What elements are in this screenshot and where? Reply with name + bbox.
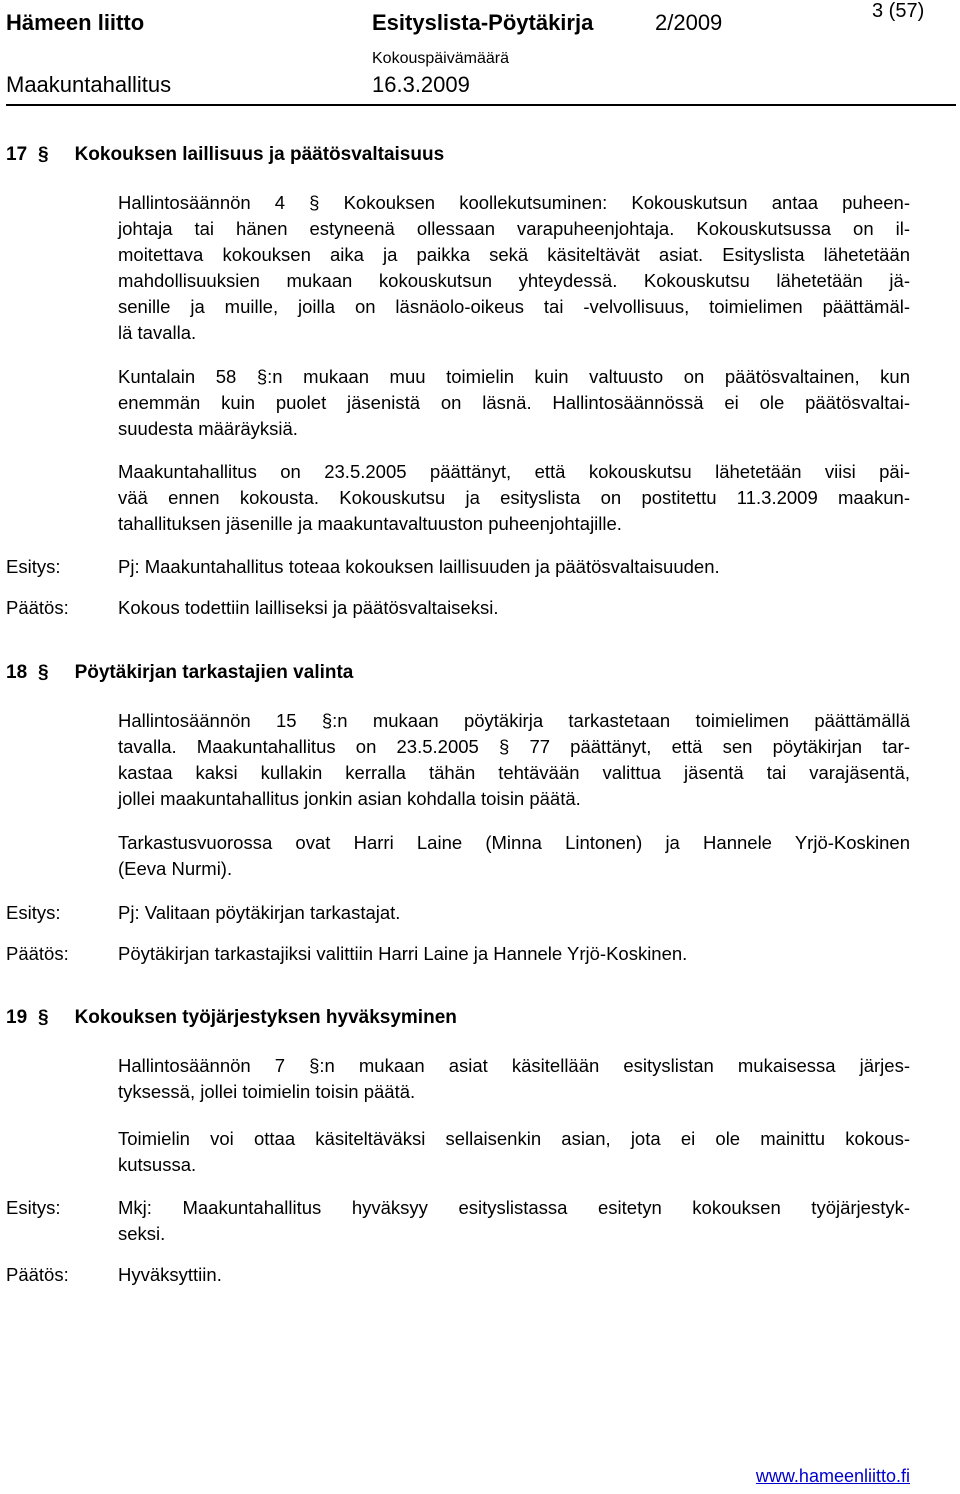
header-doc-number: 2/2009: [655, 10, 723, 35]
section-sign: §: [38, 1007, 49, 1028]
section-number: 18: [6, 662, 28, 683]
section-17-paragraph-1: Hallintosäännön 4 § Kokouksen koollekutsuminen: Kokouskutsun antaa puheen- johtaja tai hänen estyneenä ollessaan varapuheenjohtaja. Kokouskutsussa on il- moitettava kokouksen aika ja paikka sekä käsiteltävät asiat. Esityslista lähetetään mahdollisuuksien mukaan kokouskutsun yhteydessä. Kokouskutsu lähetetään jä- senille ja muille, joilla on läsnäolo-oikeus tai -velvollisuus, toimielimen päättämäl- lä tavalla.: [118, 192, 910, 343]
section-17-paragraph-3: Maakuntahallitus on 23.5.2005 päättänyt, että kokouskutsu lähetetään viisi päi- vää ennen kokousta. Kokouskutsu ja esityslista on postitettu 11.3.2009 maakun- tahallituksen jäsenille ja maakuntavaltuuston puheenjohtajille.: [118, 461, 910, 534]
section-number: 19: [6, 1007, 28, 1028]
section-17-decision: Kokous todettiin lailliseksi ja päätösvaltaiseksi.: [118, 597, 499, 618]
proposal-label: Esitys:: [6, 1197, 61, 1218]
header-body-name: Maakuntahallitus: [6, 72, 172, 97]
header-rule: [6, 104, 956, 106]
header-date-label: Kokouspäivämäärä: [372, 50, 509, 67]
section-19-heading: [6, 1007, 457, 1029]
decision-label: Päätös:: [6, 1264, 69, 1285]
header-doc-type: Esityslista-Pöytäkirja: [372, 10, 594, 35]
section-18-heading: [6, 662, 353, 684]
header-org: Hämeen liitto: [6, 10, 145, 35]
section-19-decision: Hyväksyttiin.: [118, 1264, 222, 1285]
section-18-paragraph-2: Tarkastusvuorossa ovat Harri Laine (Minna Lintonen) ja Hannele Yrjö-Koskinen (Eeva Nurmi).: [118, 832, 910, 879]
section-number: 17: [6, 144, 28, 165]
decision-label: Päätös:: [6, 943, 69, 964]
section-17-heading: [6, 144, 444, 166]
section-17-proposal: Pj: Maakuntahallitus toteaa kokouksen laillisuuden ja päätösvaltaisuuden.: [118, 556, 720, 577]
section-18-decision: Pöytäkirjan tarkastajiksi valittiin Harri Laine ja Hannele Yrjö-Koskinen.: [118, 943, 688, 964]
section-18-proposal: Pj: Valitaan pöytäkirjan tarkastajat.: [118, 902, 401, 923]
decision-label: Päätös:: [6, 597, 69, 618]
section-19-paragraph-1: Hallintosäännön 7 §:n mukaan asiat käsitellään esityslistan mukaisessa järjes- tyksessä, jollei toimielin toisin päätä.: [118, 1055, 910, 1102]
section-sign: §: [38, 144, 49, 165]
section-sign: §: [38, 662, 49, 683]
proposal-label: Esitys:: [6, 902, 61, 923]
section-19-proposal: Mkj: Maakuntahallitus hyväksyy esityslistassa esitetyn kokouksen työjärjestyk- seksi.: [118, 1197, 910, 1244]
section-19-paragraph-2: Toimielin voi ottaa käsiteltäväksi sellaisenkin asian, jota ei ole mainittu kokous- kutsussa.: [118, 1128, 910, 1175]
footer-website-link[interactable]: www.hameenliitto.fi: [755, 1466, 910, 1486]
section-title: Kokouksen työjärjestyksen hyväksyminen: [74, 1007, 457, 1028]
header-date: 16.3.2009: [372, 72, 470, 97]
proposal-label: Esitys:: [6, 556, 61, 577]
section-title: Kokouksen laillisuus ja päätösvaltaisuus: [74, 144, 445, 165]
section-17-paragraph-2: Kuntalain 58 §:n mukaan muu toimielin kuin valtuusto on päätösvaltainen, kun enemmän kuin puolet jäsenistä on läsnä. Hallintosäännössä ei ole päätösvaltai- suudesta määräyksiä.: [118, 366, 910, 439]
section-title: Pöytäkirjan tarkastajien valinta: [74, 662, 354, 683]
header-page-number: 3 (57): [872, 0, 925, 22]
section-18-paragraph-1: Hallintosäännön 15 §:n mukaan pöytäkirja tarkastetaan toimielimen päättämällä tavalla. Maakuntahallitus on 23.5.2005 § 77 päättänyt, että sen pöytäkirjan tar- kastaa kaksi kullakin kerralla tähän tehtävään valittua jäsentä tai varajäsentä, jollei maakuntahallitus jonkin asian kohdalla toisin päätä.: [118, 710, 910, 809]
